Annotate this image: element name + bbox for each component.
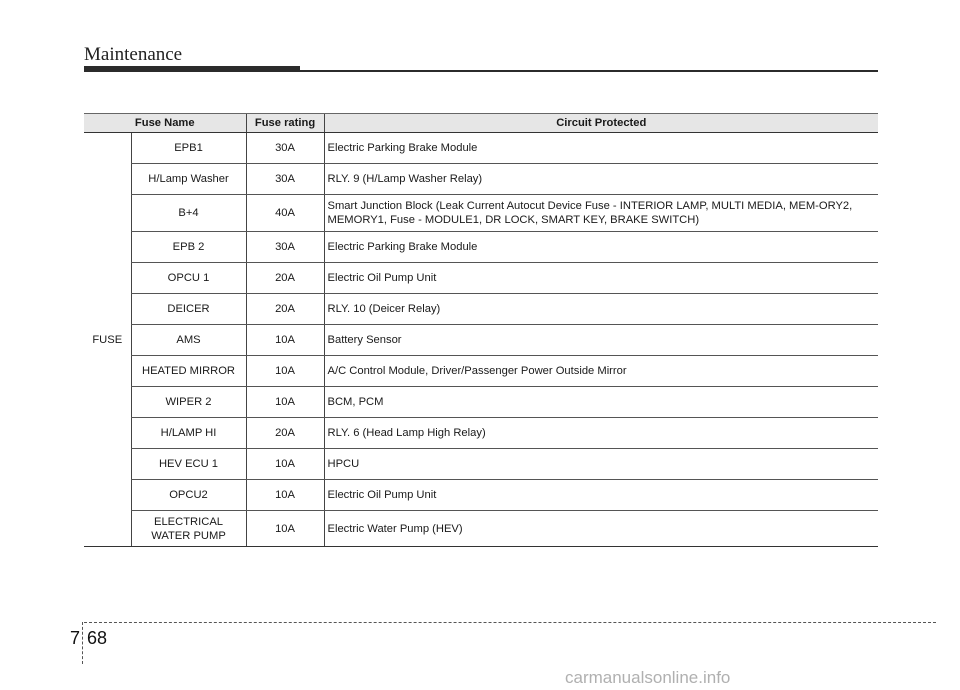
fuse-rating-cell: 20A <box>246 263 324 294</box>
circuit-protected-cell: Electric Parking Brake Module <box>324 232 878 263</box>
table-row <box>84 449 878 480</box>
circuit-protected-cell: Smart Junction Block (Leak Current Autocut Device Fuse - INTERIOR LAMP, MULTI MEDIA, MEM-ORY2, MEMORY1, Fuse - MODULE1, DR LOCK, SMART KEY, BRAKE SWITCH) <box>324 195 878 232</box>
circuit-protected-cell: Electric Oil Pump Unit <box>324 480 878 511</box>
fuse-rating-cell: 10A <box>246 325 324 356</box>
circuit-protected-cell: HPCU <box>324 449 878 480</box>
fuse-rating-cell: 10A <box>246 511 324 547</box>
fuse-rating-cell: 20A <box>246 418 324 449</box>
footer-vertical-rule <box>82 622 83 664</box>
fuse-rating-cell: 10A <box>246 449 324 480</box>
fuse-table <box>84 113 878 547</box>
fuse-rating-cell: 30A <box>246 232 324 263</box>
table-row <box>84 294 878 325</box>
circuit-protected-cell: Electric Parking Brake Module <box>324 133 878 164</box>
fuse-rating-cell: 10A <box>246 480 324 511</box>
column-header-circuit-protected: Circuit Protected <box>324 114 878 133</box>
fuse-rating-cell: 10A <box>246 356 324 387</box>
fuse-name-cell: HEV ECU 1 <box>131 449 246 480</box>
circuit-protected-cell: RLY. 10 (Deicer Relay) <box>324 294 878 325</box>
page-title: Maintenance <box>84 44 183 65</box>
fuse-rating-cell: 40A <box>246 195 324 232</box>
circuit-protected-cell: A/C Control Module, Driver/Passenger Power Outside Mirror <box>324 356 878 387</box>
fuse-rating-cell: 20A <box>246 294 324 325</box>
fuse-name-cell: ELECTRICAL WATER PUMP <box>131 511 246 547</box>
fuse-name-cell: DEICER <box>131 294 246 325</box>
table-row <box>84 195 878 232</box>
fuse-name-cell: HEATED MIRROR <box>131 356 246 387</box>
table-row <box>84 387 878 418</box>
fuse-name-cell: B+4 <box>131 195 246 232</box>
table-row <box>84 232 878 263</box>
table-header-row <box>84 114 878 133</box>
table-row <box>84 263 878 294</box>
circuit-protected-cell: Battery Sensor <box>324 325 878 356</box>
fuse-name-cell: H/Lamp Washer <box>131 164 246 195</box>
fuse-name-cell: OPCU2 <box>131 480 246 511</box>
table-row <box>84 418 878 449</box>
circuit-protected-cell: BCM, PCM <box>324 387 878 418</box>
fuse-name-cell: AMS <box>131 325 246 356</box>
fuse-name-cell: EPB 2 <box>131 232 246 263</box>
table-row <box>84 325 878 356</box>
page-number: 68 <box>87 628 108 648</box>
circuit-protected-cell: Electric Oil Pump Unit <box>324 263 878 294</box>
table-body <box>84 133 878 547</box>
circuit-protected-cell: RLY. 9 (H/Lamp Washer Relay) <box>324 164 878 195</box>
fuse-rating-cell: 10A <box>246 387 324 418</box>
table-row <box>84 480 878 511</box>
footer-rule <box>84 622 936 623</box>
column-header-fuse-name: Fuse Name <box>84 114 246 133</box>
fuse-name-cell: OPCU 1 <box>131 263 246 294</box>
fuse-name-cell: WIPER 2 <box>131 387 246 418</box>
header-rule-thick <box>84 66 300 72</box>
table-row <box>84 356 878 387</box>
table-row <box>84 133 878 164</box>
watermark: carmanualsonline.info <box>565 668 731 687</box>
header-rule-thin <box>300 70 878 72</box>
fuse-name-cell: EPB1 <box>131 133 246 164</box>
table-row <box>84 511 878 547</box>
circuit-protected-cell: Electric Water Pump (HEV) <box>324 511 878 547</box>
column-header-fuse-rating: Fuse rating <box>246 114 324 133</box>
chapter-number: 7 <box>70 628 81 648</box>
fuse-group-label: FUSE <box>84 133 131 547</box>
circuit-protected-cell: RLY. 6 (Head Lamp High Relay) <box>324 418 878 449</box>
fuse-rating-cell: 30A <box>246 164 324 195</box>
fuse-name-cell: H/LAMP HI <box>131 418 246 449</box>
table-row <box>84 164 878 195</box>
fuse-rating-cell: 30A <box>246 133 324 164</box>
